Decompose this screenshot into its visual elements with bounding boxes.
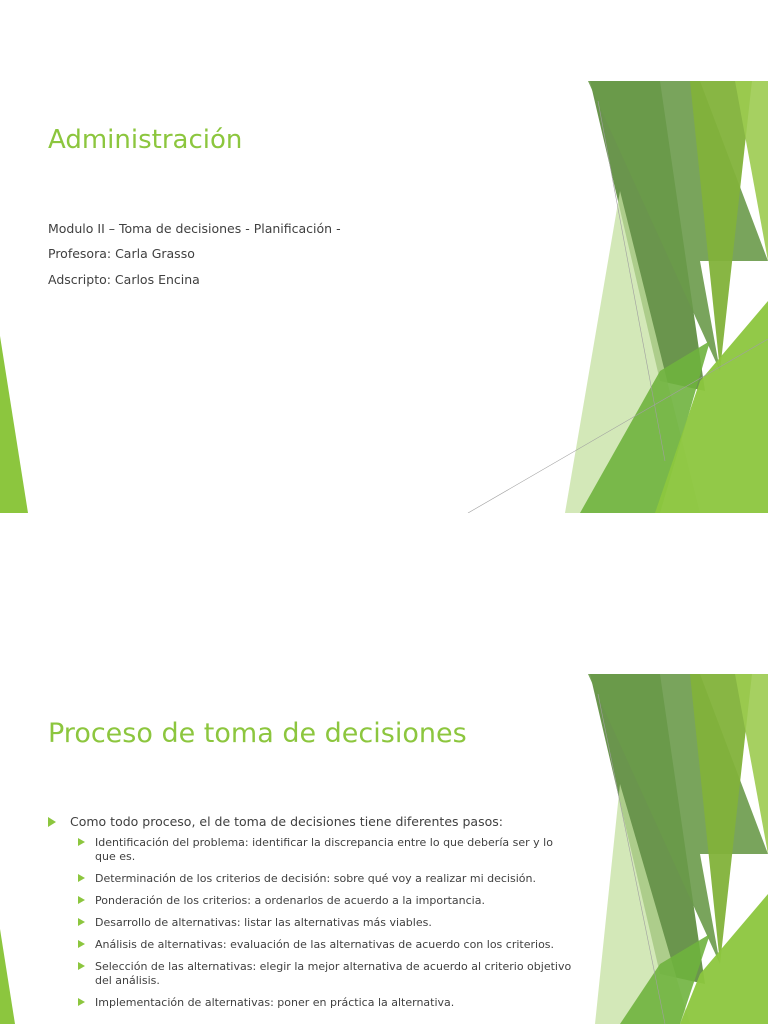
slide-title: Proceso de toma de decisiones: [48, 718, 467, 749]
sub-bullet-item: Implementación de alternativas: poner en práctica la alternativa.: [48, 996, 575, 1010]
sub-bullet-item: Selección de las alternativas: elegir la mejor alternativa de acuerdo al criterio objetivo del análisis.: [48, 960, 575, 988]
arrow-bullet-icon: [78, 940, 85, 948]
professor-line: Profesora: Carla Grasso: [48, 246, 195, 261]
slide-2: [0, 674, 768, 1024]
arrow-bullet-icon: [78, 918, 85, 926]
slide-title: Administración: [48, 125, 243, 155]
sub-bullet-item: Desarrollo de alternativas: listar las alternativas más viables.: [48, 916, 575, 930]
slide-1: [0, 81, 768, 513]
sub-bullet-item: Ponderación de los criterios: a ordenarlos de acuerdo a la importancia.: [48, 894, 575, 908]
arrow-bullet-icon: [78, 874, 85, 882]
bullet-list: [48, 814, 588, 1010]
arrow-bullet-icon: [78, 998, 85, 1006]
bullet-item: Como todo proceso, el de toma de decisiones tiene diferentes pasos:: [48, 814, 588, 830]
arrow-bullet-icon: [48, 817, 56, 827]
sub-bullet-item: Análisis de alternativas: evaluación de las alternativas de acuerdo con los criterios.: [48, 938, 575, 952]
arrow-bullet-icon: [78, 962, 85, 970]
sub-bullet-item: Identificación del problema: identificar la discrepancia entre lo que debería ser y lo que es.: [48, 836, 575, 864]
arrow-bullet-icon: [78, 838, 85, 846]
assistant-line: Adscripto: Carlos Encina: [48, 272, 200, 287]
arrow-bullet-icon: [78, 896, 85, 904]
sub-bullet-item: Determinación de los criterios de decisión: sobre qué voy a realizar mi decisión.: [48, 872, 575, 886]
module-line: Modulo II – Toma de decisiones - Planificación -: [48, 221, 341, 236]
